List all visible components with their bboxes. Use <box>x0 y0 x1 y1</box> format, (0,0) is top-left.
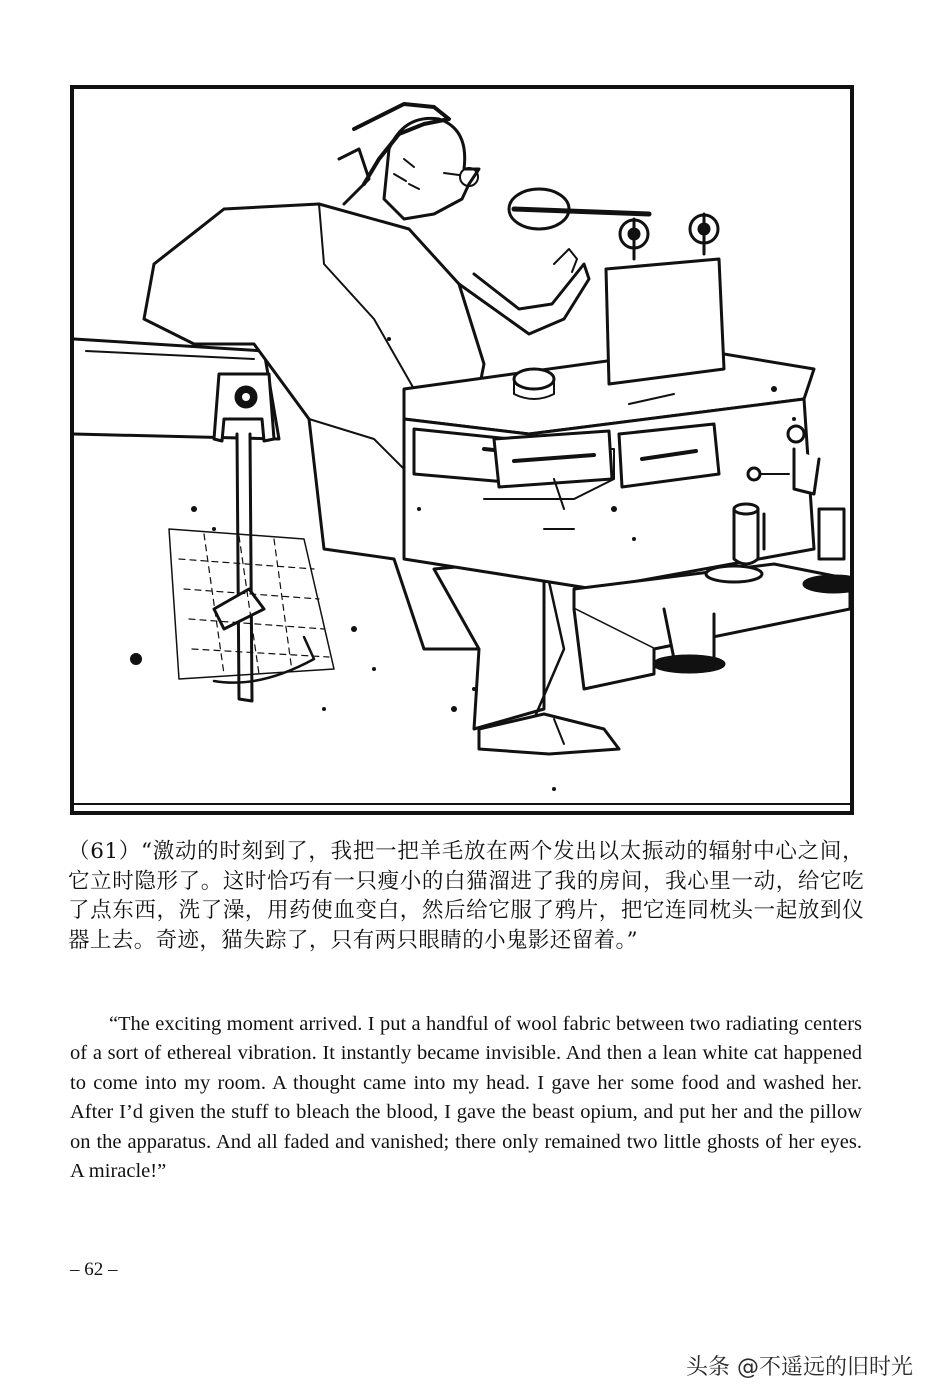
page-number: – 62 – <box>70 1259 118 1280</box>
scientist-arm <box>459 264 589 334</box>
scientist-illustration <box>74 89 850 811</box>
watermark: 头条 @不遥远的旧时光 <box>686 1355 913 1380</box>
chair-leg <box>237 434 252 701</box>
caption-english: “The exciting moment arrived. I put a handful of wool fabric between two radiating centers of a sort of ethereal vibration. It instantly became invisible. And then a lean white cat happened to come into my room. A thought came into my head. I gave her some food and washed her. After I’d given the stuff to bleach the blood, I gave the beast opium, and put her and the pillow on the apparatus. And all faded and vanished; there only remained two little ghosts of her eyes. A miracle!” <box>70 1013 862 1183</box>
illustration-frame <box>70 85 854 815</box>
caption-chinese: （61）“激动的时刻到了，我把一把羊毛放在两个发出以太振动的辐射中心之间，它立时隐形了。这时恰巧有一只瘦小的白猫溜进了我的房间，我心里一动，给它吃了点东西，洗了澡，用药使血变白，然后给它服了鸦片，把它连同枕头一起放到仪器上去。奇迹，猫失踪了，只有两只眼睛的小鬼影还留着。” <box>68 839 864 953</box>
apparatus-screen <box>606 259 724 384</box>
